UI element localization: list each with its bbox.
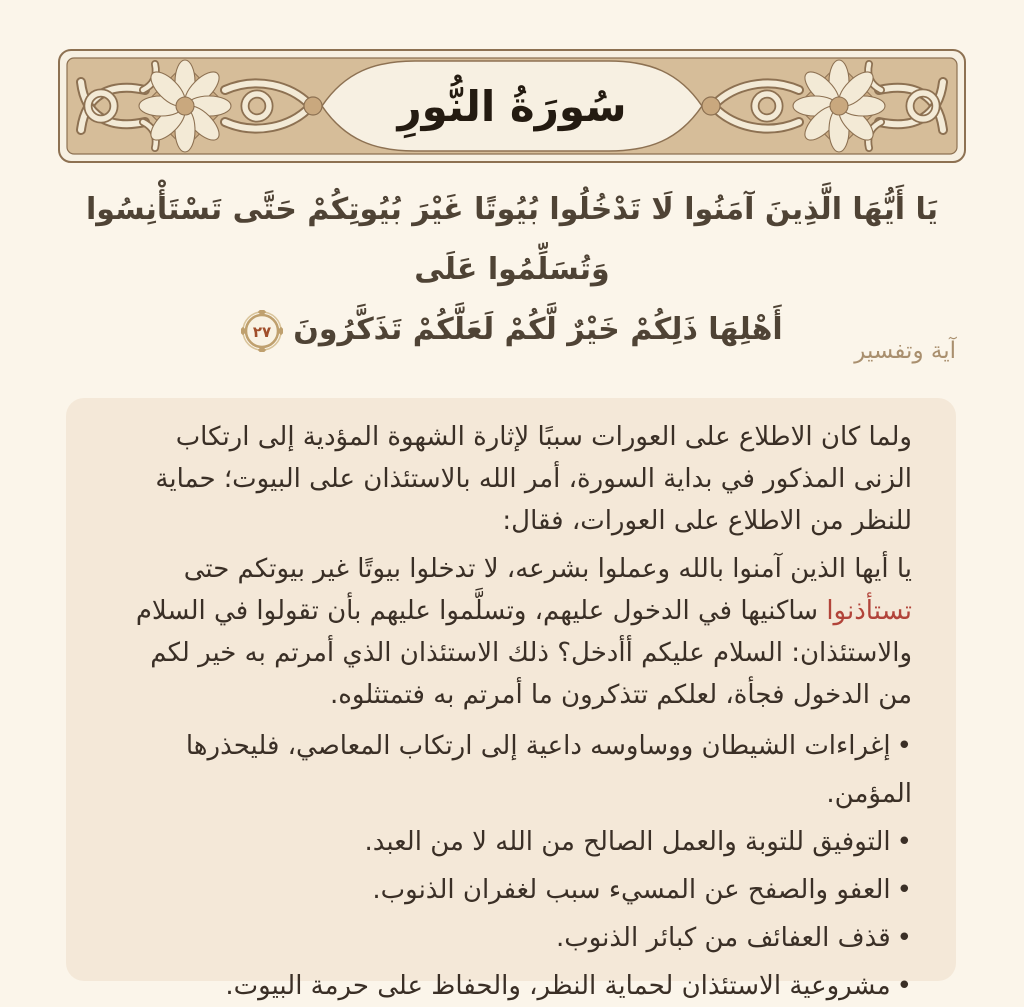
list-item: [110, 866, 912, 914]
tafsir-box: [66, 398, 956, 1001]
list-item-text: قذف العفائف من كبائر الذنوب.: [556, 923, 891, 953]
bullet-icon: •: [896, 971, 912, 1001]
explanation-start: يا أيها الذين آمنوا بالله وعملوا بشرعه، لا تدخلوا بيوتًا غير بيوتكم حتى: [183, 554, 912, 584]
verse-line-1: يَا أَيُّهَا الَّذِينَ آمَنُوا لَا تَدْخُلُوا بُيُوتًا غَيْرَ بُيُوتِكُمْ حَتَّى تَسْتَأْنِسُوا وَتُسَلِّمُوا عَلَى: [85, 192, 939, 287]
bullet-icon: •: [896, 731, 912, 761]
list-item-text: إغراءات الشيطان ووساوسه داعية إلى ارتكاب المعاصي، فليحذرها المؤمن.: [185, 731, 912, 809]
verse-line-2: [40, 300, 984, 360]
tafsir-explanation: [110, 548, 912, 716]
list-item: [110, 914, 912, 962]
explanation-end: ساكنيها في الدخول عليهم، وتسلَّموا عليهم بأن تقولوا في السلام والاستئذان: السلام عليكم أأدخل؟ ذلك الاستئذان الذي أمرتم به خير لكم من الدخول فجأة، لعلكم تتذكرون ما أمرتم به فتمتثلوه.: [135, 596, 912, 710]
bullet-icon: •: [896, 875, 912, 905]
section-label: آية وتفسير: [854, 338, 956, 364]
verse-line-2-text: أَهْلِهَا ذَلِكُمْ خَيْرٌ لَّكُمْ لَعَلَّكُمْ تَذَكَّرُونَ: [293, 312, 783, 347]
list-item: [110, 818, 912, 866]
highlighted-word: تستأذنوا: [826, 596, 912, 626]
ayah-number-medallion-icon: [241, 310, 283, 352]
list-item: [110, 722, 912, 818]
quran-verse: [40, 180, 984, 360]
surah-banner: [57, 48, 967, 164]
list-item-text: العفو والصفح عن المسيء سبب لغفران الذنوب.: [372, 875, 891, 905]
ayah-number: ٢٧: [253, 322, 272, 341]
list-item: [110, 962, 912, 1007]
tafsir-intro: ولما كان الاطلاع على العورات سببًا لإثارة الشهوة المؤدية إلى ارتكاب الزنى المذكور في بداية السورة، أمر الله بالاستئذان على البيوت؛ حماية للنظر من الاطلاع على العورات، فقال:: [155, 422, 912, 536]
list-item-text: مشروعية الاستئذان لحماية النظر، والحفاظ على حرمة البيوت.: [225, 971, 891, 1001]
bullet-icon: •: [896, 923, 912, 953]
bullet-icon: •: [896, 827, 912, 857]
list-item-text: التوفيق للتوبة والعمل الصالح من الله لا من العبد.: [364, 827, 891, 857]
arabesque-ornament-icon: [57, 48, 967, 164]
lessons-list: [110, 722, 912, 1007]
surah-title: سُورَةُ النُّورِ: [397, 81, 627, 131]
